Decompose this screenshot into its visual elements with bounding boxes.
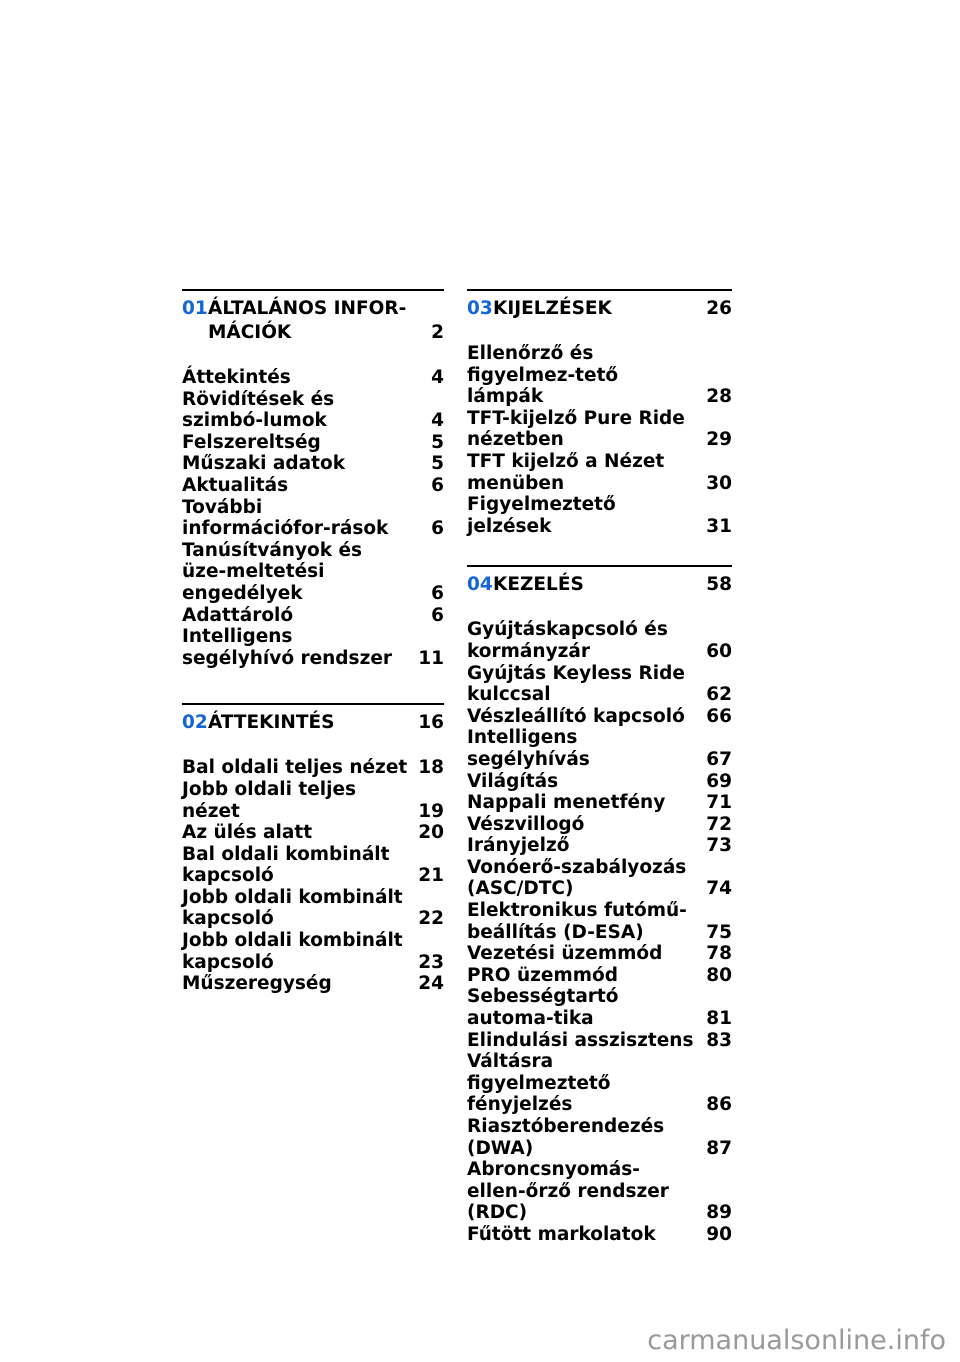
section-title: KIJELZÉSEK: [493, 298, 612, 319]
toc-entry-page: 89: [706, 1202, 732, 1224]
section-spacer: [182, 669, 444, 703]
section-heading[interactable]: [467, 573, 732, 597]
toc-entry-title: Vészleállító kapcsoló: [467, 705, 685, 727]
toc-entry-title: Nappali menetfény: [467, 792, 666, 814]
toc-entry-page: 23: [418, 951, 444, 973]
toc-entry[interactable]: [182, 540, 444, 605]
toc-entry-page: 5: [431, 453, 444, 475]
toc-entry-page: 30: [706, 472, 732, 494]
toc-section: [467, 565, 732, 1245]
toc-entry-title: TFT kijelző a Nézet menüben: [467, 450, 665, 494]
toc-entry[interactable]: [182, 432, 444, 454]
section-page-number: 26: [706, 298, 732, 319]
toc-entry[interactable]: [467, 835, 732, 857]
toc-entry-page: 90: [706, 1223, 732, 1245]
section-number: 02: [182, 712, 208, 734]
toc-entry-page: 67: [706, 748, 732, 770]
toc-entry-page: 5: [431, 431, 444, 453]
toc-entry-list: [182, 757, 444, 995]
toc-entry[interactable]: [467, 1051, 732, 1116]
section-heading[interactable]: [467, 297, 732, 321]
toc-entry-page: 78: [706, 943, 732, 965]
toc-entry-title: Jobb oldali kombinált kapcsoló: [182, 886, 403, 930]
section-title: ÁLTALÁNOS INFOR-MÁCIÓK: [208, 298, 407, 343]
toc-section: [182, 289, 444, 669]
toc-entry[interactable]: [467, 900, 732, 943]
section-heading[interactable]: [182, 711, 444, 735]
toc-entry[interactable]: [467, 986, 732, 1029]
toc-entry[interactable]: [467, 727, 732, 770]
toc-entry-title: Gyújtáskapcsoló és kormányzár: [467, 619, 668, 662]
toc-entry[interactable]: [467, 451, 732, 494]
toc-entry-title: Az ülés alatt: [182, 822, 313, 844]
section-rule: [467, 565, 732, 567]
toc-entry[interactable]: [467, 494, 732, 537]
toc-entry[interactable]: [467, 663, 732, 706]
toc-entry-title: Vonóerő-szabályozás (ASC/DTC): [467, 856, 687, 900]
toc-entry-page: 22: [418, 908, 444, 930]
toc-entry-title: Tanúsítványok és üze-meltetési engedélyek: [182, 539, 363, 604]
toc-entry-title: Fűtött markolatok: [467, 1223, 656, 1245]
toc-entry[interactable]: [182, 973, 444, 995]
toc-entry-page: 83: [706, 1029, 732, 1051]
toc-entry-page: 29: [706, 429, 732, 451]
toc-entry-title: Vészvillogó: [467, 813, 585, 835]
toc-entry-page: 86: [706, 1094, 732, 1116]
toc-section: [182, 703, 444, 995]
section-page-number: 58: [706, 574, 732, 596]
toc-entry-title: Világítás: [467, 770, 559, 792]
toc-entry-title: Adattároló: [182, 604, 294, 626]
toc-entry-page: 28: [706, 386, 732, 408]
toc-entry[interactable]: [182, 367, 444, 389]
section-title: KEZELÉS: [493, 574, 584, 596]
toc-entry-list: [467, 619, 732, 1245]
section-rule: [182, 289, 444, 291]
watermark: carmanualsonline.info: [647, 1325, 946, 1356]
toc-entry-page: 6: [431, 582, 444, 604]
section-rule: [182, 703, 444, 705]
toc-entry-page: 20: [418, 822, 444, 844]
section-heading[interactable]: [182, 297, 444, 345]
toc-entry-title: Elindulási asszisztens: [467, 1029, 694, 1051]
section-spacer: [467, 537, 732, 565]
toc-entry-title: Figyelmeztető jelzések: [467, 494, 616, 537]
toc-entry[interactable]: [182, 475, 444, 497]
toc-entry-title: Jobb oldali teljes nézet: [182, 778, 357, 822]
toc-entry-page: 81: [706, 1008, 732, 1030]
toc-entry-title: Gyújtás Keyless Ride kulccsal: [467, 662, 685, 706]
toc-entry[interactable]: [467, 1030, 732, 1052]
toc-entry-title: Aktualitás: [182, 474, 289, 496]
toc-entry[interactable]: [467, 343, 732, 408]
toc-entry[interactable]: [467, 1224, 732, 1246]
toc-entry-title: Irányjelző: [467, 835, 570, 857]
toc-entry-page: 69: [706, 770, 732, 792]
toc-entry-page: 4: [431, 367, 444, 388]
toc-entry-title: Áttekintés: [182, 367, 291, 388]
toc-entry-title: Bal oldali teljes nézet: [182, 757, 408, 779]
toc-entry[interactable]: [182, 389, 444, 432]
toc-entry-title: Jobb oldali kombinált kapcsoló: [182, 930, 403, 973]
toc-entry-page: 4: [431, 410, 444, 432]
toc-entry-title: Ellenőrző és figyelmez-tető lámpák: [467, 343, 619, 408]
toc-entry-title: Riasztóberendezés (DWA): [467, 1116, 665, 1159]
toc-entry[interactable]: [467, 706, 732, 728]
toc-entry-title: Váltásra figyelmeztető fényjelzés: [467, 1051, 611, 1116]
toc-entry[interactable]: [467, 857, 732, 900]
toc-entry[interactable]: [182, 453, 444, 475]
toc-entry-page: 31: [706, 515, 732, 537]
toc-entry-title: Intelligens segélyhívó rendszer: [182, 626, 393, 669]
toc-entry-page: 87: [706, 1137, 732, 1159]
section-number: 01: [182, 298, 208, 319]
toc-entry-page: 6: [431, 604, 444, 626]
toc-entry-list: [467, 343, 732, 537]
toc-entry-page: 19: [418, 800, 444, 822]
toc-column-left: [182, 289, 444, 995]
toc-entry-title: További információfor-rások: [182, 496, 389, 540]
toc-entry-page: 66: [706, 705, 732, 727]
toc-entry-page: 60: [706, 640, 732, 662]
section-page-number: 16: [418, 712, 444, 734]
toc-entry-title: PRO üzemmód: [467, 964, 618, 986]
toc-entry[interactable]: [467, 943, 732, 965]
toc-entry-page: 74: [706, 878, 732, 900]
toc-entry[interactable]: [467, 619, 732, 662]
toc-entry-page: 11: [418, 647, 444, 669]
toc-entry-list: [182, 367, 444, 669]
toc-entry-page: 72: [706, 813, 732, 835]
toc-entry-title: TFT-kijelző Pure Ride nézetben: [467, 407, 685, 451]
toc-entry-page: 71: [706, 792, 732, 814]
toc-entry-page: 62: [706, 684, 732, 706]
section-title: ÁTTEKINTÉS: [208, 712, 335, 734]
toc-entry[interactable]: [182, 497, 444, 540]
toc-entry-title: Bal oldali kombinált kapcsoló: [182, 843, 390, 887]
toc-entry-title: Intelligens segélyhívás: [467, 727, 590, 770]
toc-entry[interactable]: [182, 757, 444, 779]
toc-entry[interactable]: [182, 626, 444, 669]
toc-entry[interactable]: [467, 408, 732, 451]
toc-entry[interactable]: [182, 779, 444, 822]
toc-entry-page: 21: [418, 865, 444, 887]
section-number: 03: [467, 298, 493, 319]
toc-entry[interactable]: [467, 771, 732, 793]
toc-entry-title: Rövidítések és szimbó-lumok: [182, 388, 335, 432]
toc-entry-title: Felszereltség: [182, 431, 321, 453]
toc-entry-title: Sebességtartó automa-tika: [467, 986, 619, 1030]
toc-entry-title: Elektronikus futómű-beállítás (D-ESA): [467, 900, 687, 943]
toc-entry[interactable]: [467, 792, 732, 814]
toc-entry[interactable]: [182, 605, 444, 627]
toc-entry-title: Vezetési üzemmód: [467, 943, 663, 965]
toc-entry[interactable]: [182, 844, 444, 887]
section-number: 04: [467, 574, 493, 596]
toc-entry[interactable]: [467, 1159, 732, 1224]
toc-entry-title: Abroncsnyomás-ellen-őrző rendszer (RDC): [467, 1159, 669, 1224]
toc-entry[interactable]: [182, 822, 444, 844]
section-rule: [467, 289, 732, 291]
toc-entry-page: 80: [706, 964, 732, 986]
toc-entry-page: 24: [418, 973, 444, 995]
toc-entry-page: 73: [706, 835, 732, 857]
toc-entry[interactable]: [467, 1116, 732, 1159]
toc-entry-page: 18: [418, 757, 444, 779]
toc-entry-title: Műszeregység: [182, 973, 332, 995]
toc-entry-page: 6: [431, 474, 444, 496]
section-page-number: 2: [431, 322, 444, 343]
toc-entry-page: 75: [706, 921, 732, 943]
toc-entry[interactable]: [467, 814, 732, 836]
toc-entry[interactable]: [182, 887, 444, 930]
toc-entry[interactable]: [467, 965, 732, 987]
toc-column-right: [467, 289, 732, 1246]
toc-section: [467, 289, 732, 537]
toc-entry-title: Műszaki adatok: [182, 453, 345, 475]
toc-entry[interactable]: [182, 930, 444, 973]
toc-entry-page: 6: [431, 518, 444, 540]
